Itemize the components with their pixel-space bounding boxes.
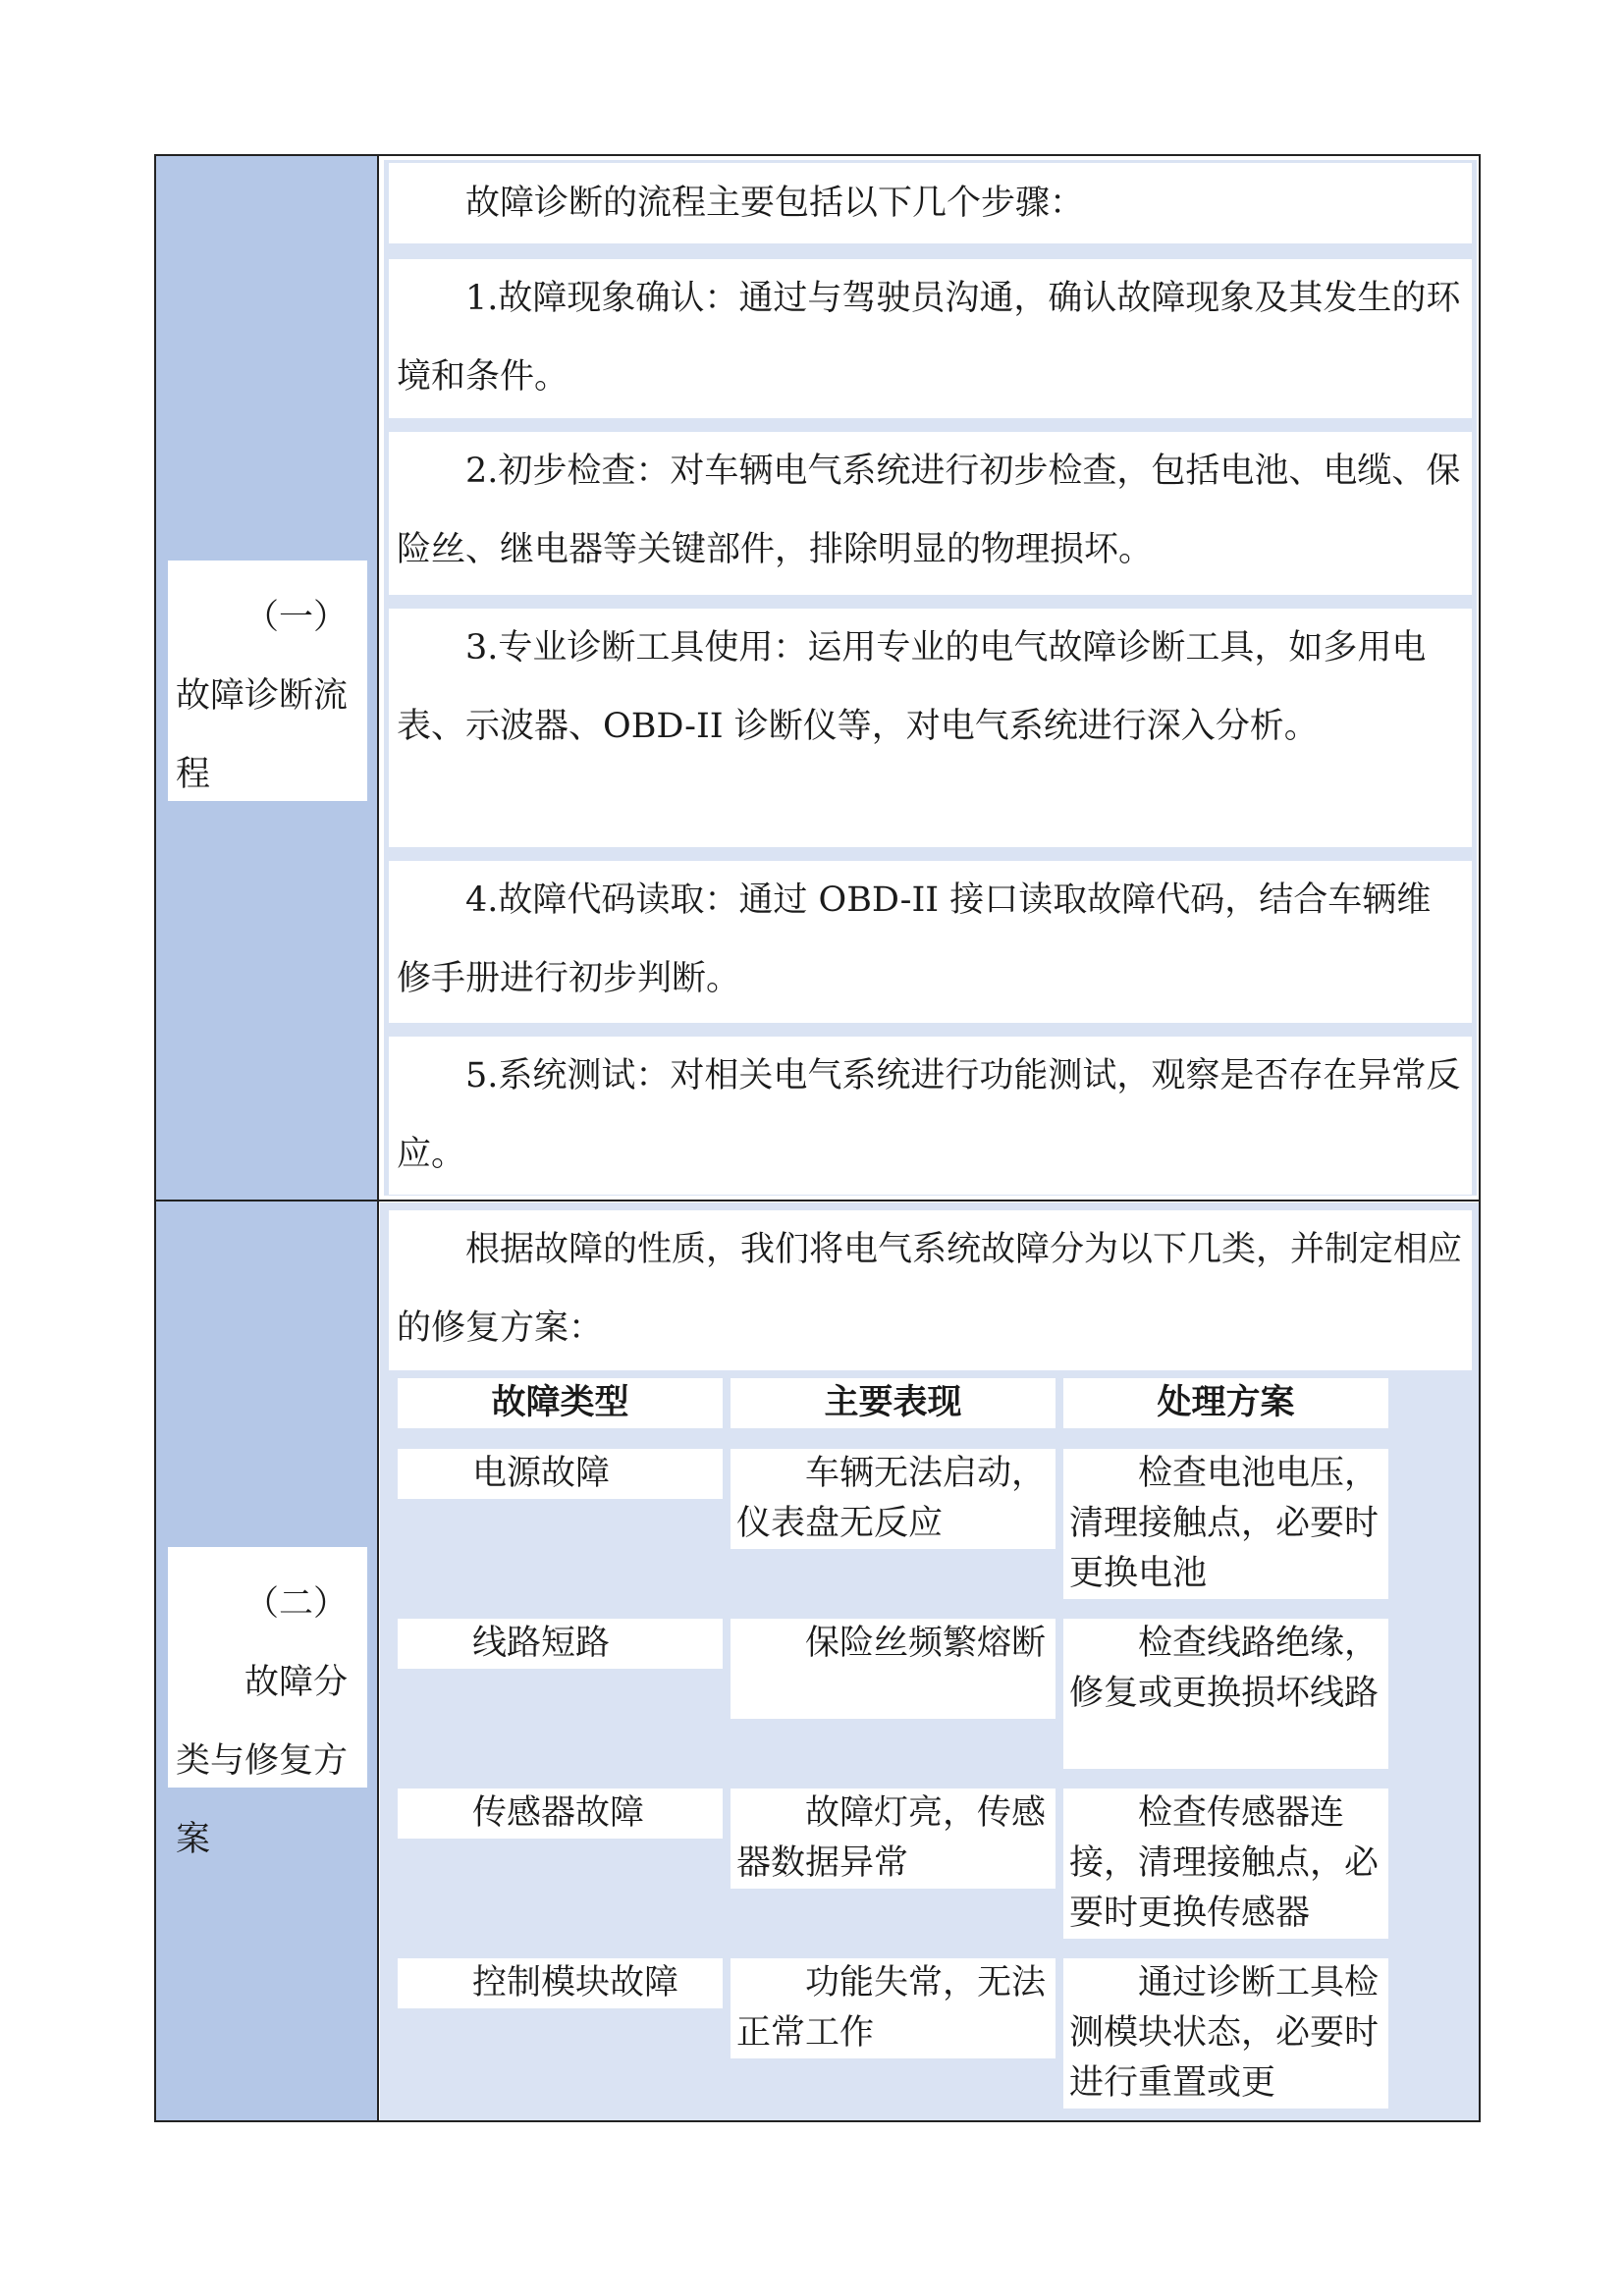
table-cell-solution: 检查传感器连接，清理接触点，必要时更换传感器: [1063, 1789, 1388, 1939]
section1-paragraph: 故障诊断的流程主要包括以下几个步骤：: [389, 163, 1472, 243]
section1-step: 4.故障代码读取：通过 OBD-II 接口读取故障代码，结合车辆维修手册进行初步判断。: [389, 861, 1472, 1023]
column-divider: [377, 154, 379, 2122]
section1-step: 1.故障现象确认：通过与驾驶员沟通，确认故障现象及其发生的环境和条件。: [389, 259, 1472, 418]
table-cell-type: 控制模块故障: [398, 1958, 723, 2008]
table-cell-type: 传感器故障: [398, 1789, 723, 1839]
section1-label-number: （一）: [244, 598, 349, 637]
row-divider: [154, 1200, 1481, 1201]
section1-step: 2.初步检查：对车辆电气系统进行初步检查，包括电池、电缆、保险丝、继电器等关键部件，排除明显的物理损坏。: [389, 432, 1472, 595]
table-cell-symptom: 保险丝频繁熔断: [731, 1619, 1056, 1719]
table-cell-solution: 通过诊断工具检测模块状态，必要时进行重置或更: [1063, 1958, 1388, 2109]
table-cell-solution: 检查线路绝缘，修复或更换损坏线路: [1063, 1619, 1388, 1769]
table-header-symptom: 主要表现: [731, 1378, 1056, 1428]
section2-label-number: （二）: [244, 1584, 349, 1624]
section1-label-title: 故障诊断流程: [176, 676, 349, 794]
table-cell-symptom: 故障灯亮，传感器数据异常: [731, 1789, 1056, 1889]
table-header-type: 故障类型: [398, 1378, 723, 1428]
table-cell-symptom: 车辆无法启动，仪表盘无反应: [731, 1449, 1056, 1549]
section2-label-title: 故障分类与修复方案: [176, 1663, 349, 1859]
table-cell-type: 电源故障: [398, 1449, 723, 1499]
section2-label: [168, 1547, 367, 1859]
table-header-solution: 处理方案: [1063, 1378, 1388, 1428]
section2-intro: 根据故障的性质，我们将电气系统故障分为以下几类，并制定相应的修复方案：: [389, 1210, 1472, 1370]
table-cell-type: 线路短路: [398, 1619, 723, 1669]
section1-step: 3.专业诊断工具使用：运用专业的电气故障诊断工具，如多用电表、示波器、OBD-II 诊断仪等，对电气系统进行深入分析。: [389, 609, 1472, 847]
table-cell-solution: 检查电池电压，清理接触点，必要时更换电池: [1063, 1449, 1388, 1599]
section1-step: 5.系统测试：对相关电气系统进行功能测试，观察是否存在异常反应。: [389, 1037, 1472, 1195]
section1-label: [168, 561, 367, 801]
table-cell-symptom: 功能失常，无法正常工作: [731, 1958, 1056, 2058]
